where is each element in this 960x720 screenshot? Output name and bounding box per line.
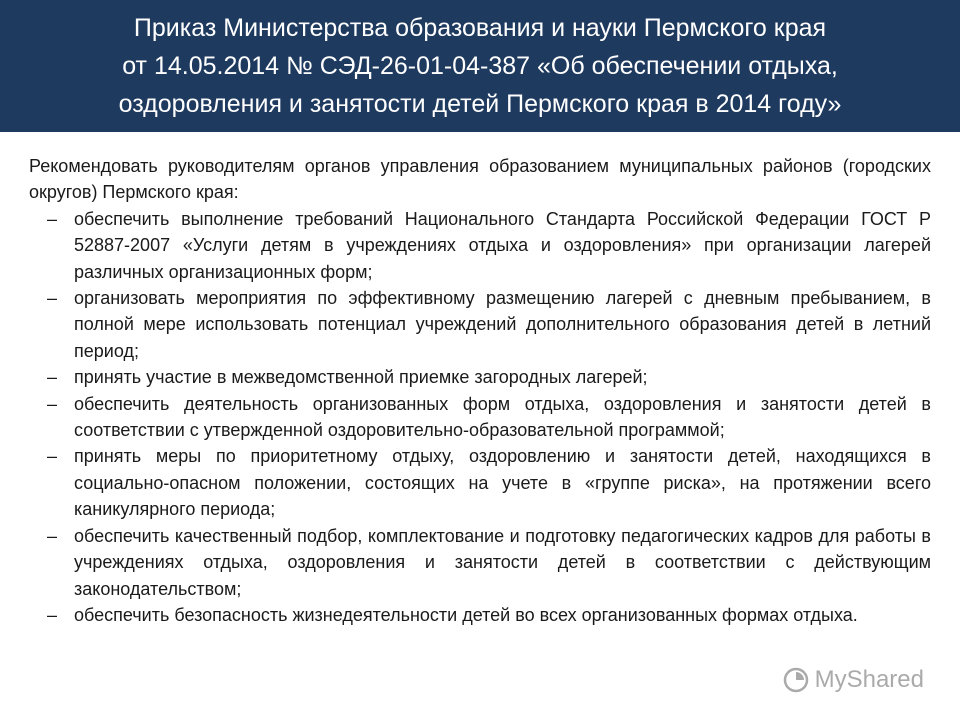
watermark-text: MyShared — [814, 666, 924, 693]
bullet-dash: – — [47, 604, 58, 625]
list-item — [29, 206, 931, 285]
list-item — [29, 602, 931, 628]
bullet-dash: – — [47, 367, 58, 388]
bullet-dash: – — [47, 525, 58, 546]
bullet-dash: – — [47, 446, 58, 467]
bullet-dash: – — [47, 288, 58, 309]
list-item — [29, 285, 931, 364]
title-line-2: от 14.05.2014 № СЭД-26-01-04-387 «Об обеспечении отдыха, — [122, 52, 838, 80]
title-line-3: оздоровления и занятости детей Пермского края в 2014 году» — [118, 90, 842, 118]
list-item — [29, 523, 931, 602]
recommendation-list — [29, 206, 931, 629]
list-item — [29, 443, 931, 522]
list-item — [29, 364, 931, 390]
slide-title — [119, 9, 842, 123]
bullet-dash: – — [47, 393, 58, 414]
list-item-text: принять меры по приоритетному отдыху, оздоровлению и занятости детей, находящихся в социально-опасном положении, состоящих на учете в «группе риска», на протяжении всего каникулярного периода; — [74, 446, 931, 520]
bullet-dash: – — [47, 208, 58, 229]
list-item-text: обеспечить качественный подбор, комплектование и подготовку педагогических кадров для работы в учреждениях отдыха, оздоровления и занятости детей в соответствии с действующим законодательством; — [74, 525, 931, 599]
list-item-text: обеспечить выполнение требований Национального Стандарта Российской Федерации ГОСТ Р 52887-2007 «Услуги детям в учреждениях отдыха и оздоровления» при организации лагерей различных организационных форм; — [74, 208, 931, 282]
list-item-text: организовать мероприятия по эффективному размещению лагерей с дневным пребыванием, в полной мере использовать потенциал учреждений дополнительного образования детей в летний период; — [74, 288, 931, 361]
title-line-1: Приказ Министерства образования и науки Пермского края — [133, 14, 827, 42]
list-item-text: принять участие в межведомственной приемке загородных лагерей; — [74, 367, 648, 388]
list-item-text: обеспечить деятельность организованных форм отдыха, оздоровления и занятости детей в соответствии с утвержденной оздоровительно-образовательной программой; — [74, 393, 931, 441]
slide-header — [0, 0, 960, 132]
intro-paragraph: Рекомендовать руководителям органов управления образованием муниципальных районов (городских округов) Пермского края: — [29, 156, 931, 203]
list-item — [29, 391, 931, 444]
myshared-logo-icon — [783, 667, 809, 693]
slide-body — [29, 153, 931, 628]
list-item-text: обеспечить безопасность жизнедеятельности детей во всех организованных формах отдыха. — [74, 604, 858, 625]
myshared-watermark — [783, 666, 924, 694]
